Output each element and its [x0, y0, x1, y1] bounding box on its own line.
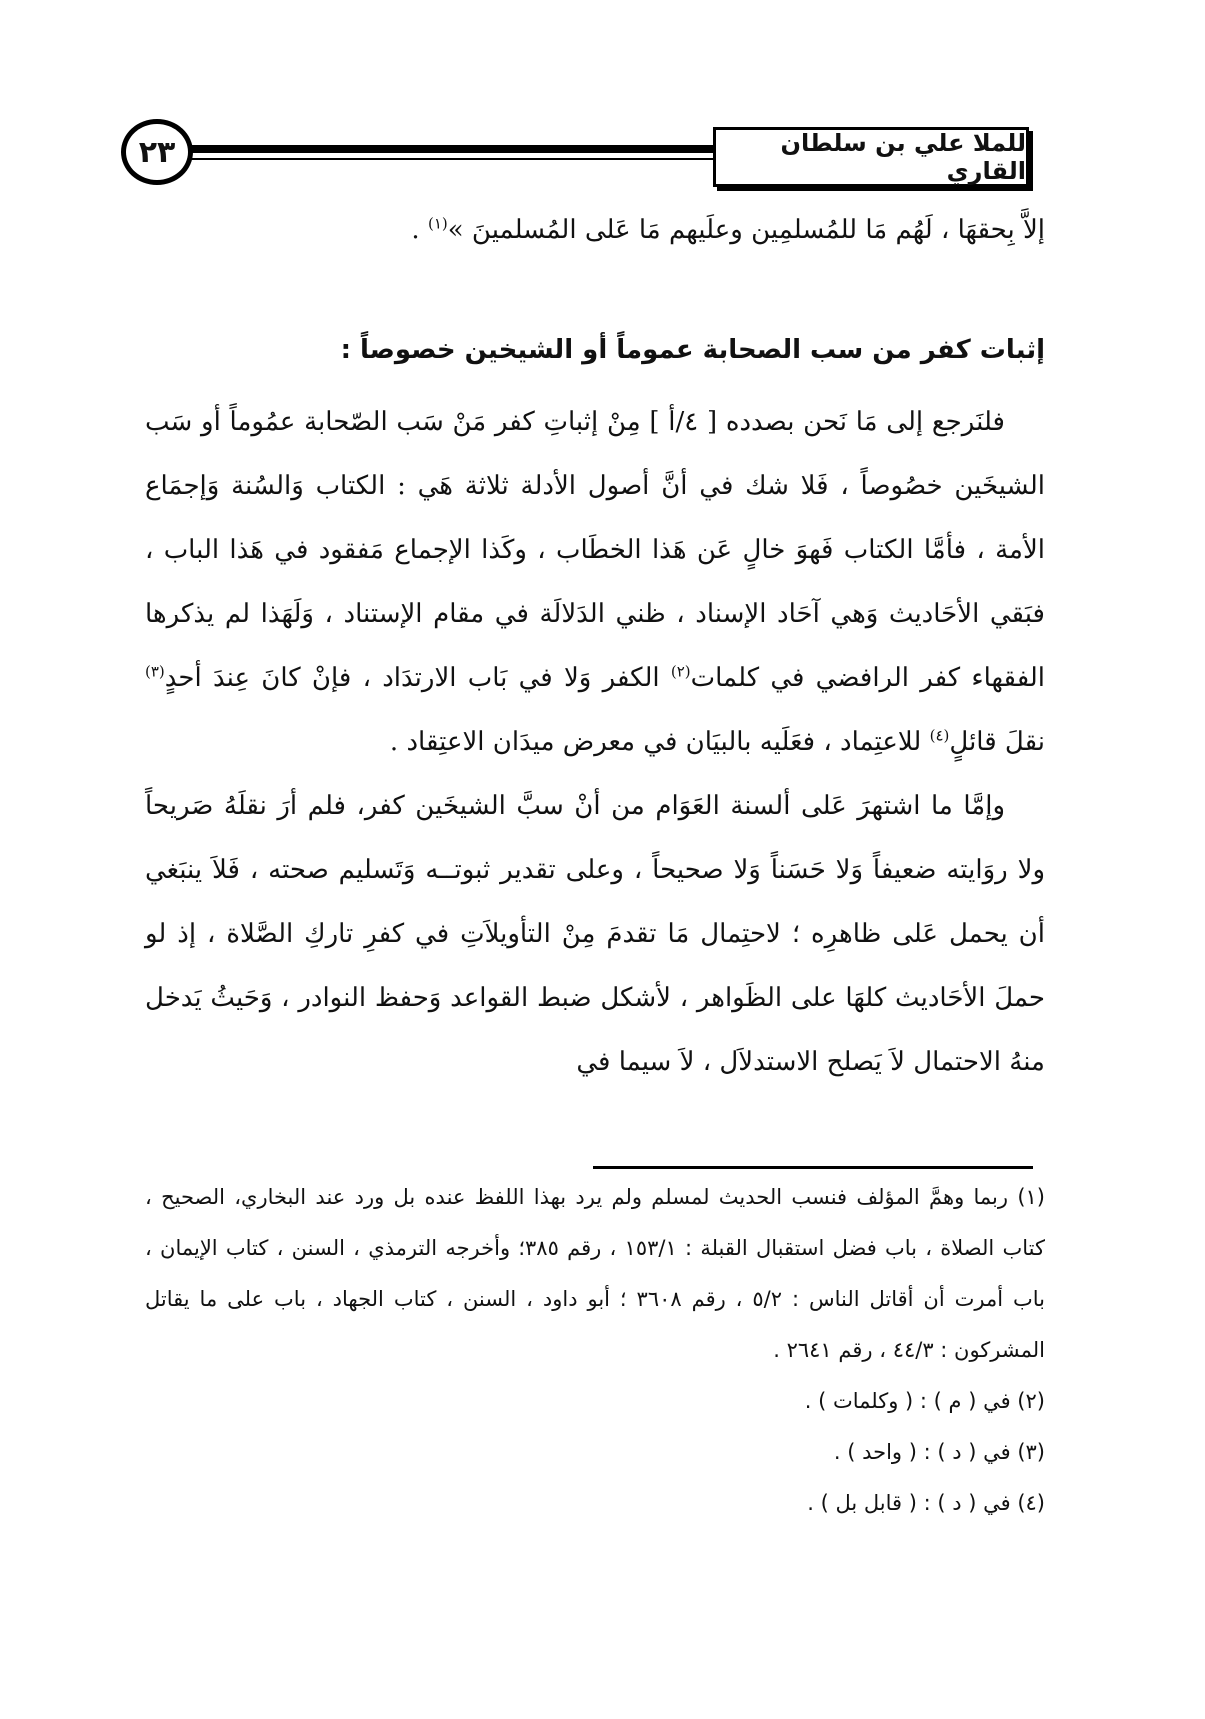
opening-line: [145, 210, 1045, 250]
paragraph-1-text-a: فلنَرجع إلى مَا نَحن بصدده [ ٤/أ ] مِنْ إثباتِ كفر مَنْ سَب الصّحابة عمُوماً أو سَب الشيخَين خصُوصاً ، فَلا شك في أنَّ أصول الأدلة ثلاثة هَي : الكتاب وَالسُنة وَإجمَاع الأمة ، فأمَّا الكتاب فَهوَ خالٍ عَن هَذا الخطَاب ، وكَذا الإجماع مَفقود في هَذا الباب ، فبَقي الأحَاديث وَهي آحَاد الإسناد ، ظني الدَلالَة في مقام الإستناد ، وَلَهَذا لم يذكرها الفقهاء كفر الرافضي في كلمات: [145, 407, 1045, 693]
paragraph-1-text-b: الكفر وَلا في بَاب الارتدَاد ، فإنْ كانَ عِندَ أحدٍ: [164, 663, 671, 693]
opening-line-end: .: [411, 215, 428, 245]
paragraph-1-text-d: للاعتِماد ، فعَلَيه بالبيَان في معرض ميدَان الاعتِقاد .: [389, 727, 930, 757]
header-rule-thin: [180, 158, 715, 160]
footnote-1: (١) ربما وهمَّ المؤلف فنسب الحديث لمسلم ولم يرد بهذا اللفظ عنده بل ورد عند البخاري، الصحيح ، كتاب الصلاة ، باب فضل استقبال القبلة : ١٥٣/١ ، رقم ٣٨٥؛ وأخرجه الترمذي ، السنن ، كتاب الإيمان ، باب أمرت أن أقاتل الناس : ٥/٢ ، رقم ٣٦٠٨ ؛ أبو داود ، السنن ، كتاب الجهاد ، باب على ما يقاتل المشركون : ٤٤/٣ ، رقم ٢٦٤١ .: [145, 1185, 1045, 1362]
paragraph-1: [145, 390, 1045, 774]
footnote-4: (٤) في ( د ) : ( قابل بل ) .: [807, 1491, 1045, 1515]
footnote-ref-1: (١): [427, 214, 448, 233]
footnote-ref-3: (٣): [145, 662, 165, 681]
page-number: ٢٣: [121, 119, 193, 185]
section-heading: إثبات كفر من سب الصحابة عموماً أو الشيخين خصوصاً :: [340, 335, 1045, 365]
footnote-ref-2: (٢): [670, 662, 691, 681]
footnotes: [145, 1172, 1045, 1529]
paragraph-1-text-c: نقلَ قائلٍ: [949, 727, 1045, 757]
paragraph-2: وإمَّا ما اشتهرَ عَلى ألسنة العَوَام من أنْ سبَّ الشيخَين كفر، فلم أرَ نقلَهُ صَريحاً ولا روَايته ضعيفاً وَلا حَسَناً وَلا صحيحاً ، وعلى تقدير ثبوتــه وَتَسليم صحته ، فَلاَ ينبَغي أن يحمل عَلى ظاهرِه ؛ لاحتِمال مَا تقدمَ مِنْ التأويلاَتِ في كفرِ تاركِ الصَّلاة ، إذ لو حملَ الأحَاديث كلهَا على الظَواهر ، لأشكل ضبط القواعد وَحفظ النوادر ، وَحَيثُ يَدخل منهُ الاحتمال لاَ يَصلح الاستدلاَل ، لاَ سيما في: [145, 791, 1046, 1077]
footnote-ref-4: (٤): [929, 726, 950, 745]
main-body: [145, 390, 1045, 1094]
footnote-separator: [593, 1166, 1033, 1169]
footnote-2: (٢) في ( م ) : ( وكلمات ) .: [804, 1389, 1045, 1413]
running-title: للملا علي بن سلطان القاري: [713, 127, 1029, 187]
footnote-3: (٣) في ( د ) : ( واحد ) .: [833, 1440, 1045, 1464]
opening-line-text: إلاَّ بِحقهَا ، لَهُم مَا للمُسلمِين وعلَيهم مَا عَلى المُسلمينَ »: [447, 215, 1045, 245]
header-rule: [180, 145, 715, 153]
